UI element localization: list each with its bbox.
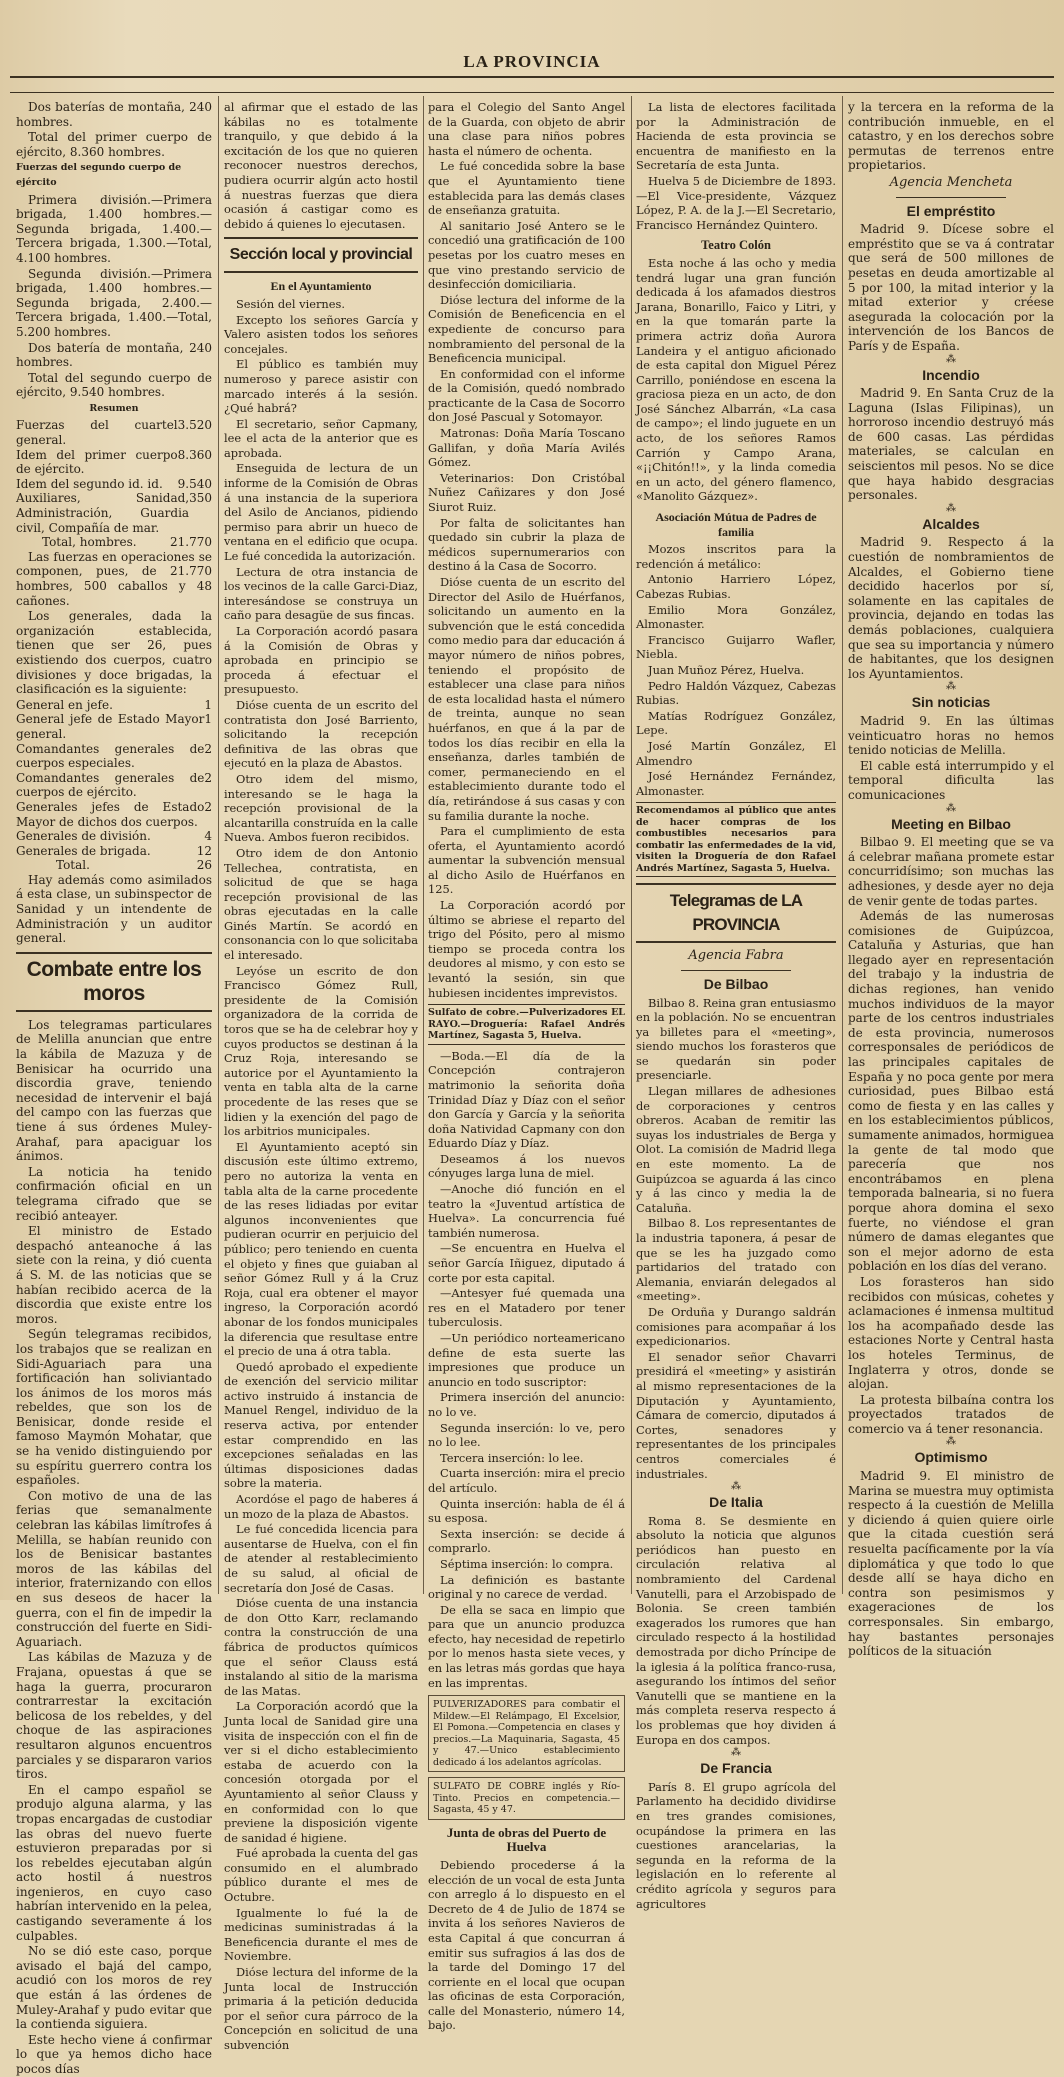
paragraph: Otro idem de don Antonio Tellechea, contratista, en solicitud de que se haga recepción provisional de las obras ejecutadas en la calle Ginés Martín. Se acordó en consonancia con lo que solicitaba el interesado. bbox=[224, 845, 418, 963]
paragraph: Quedó aprobado el expediente de exención del servicio militar activo instruido á instancia de Manuel Rengel, individuo de la reserva activa, por entender estar comprendido en las excepciones señaladas en las últimas disposiciones dadas sobre la materia. bbox=[224, 1359, 418, 1491]
column-1 bbox=[16, 100, 212, 2076]
paragraph: Esta noche á las ocho y media tendrá lugar una gran función dedicada á los afamados diestros Jarana, Bonarillo, Faico y Litri, y en la que tomarán parte la primera actriz doña Aurora Landeira y el antiguo aficionado de esta capital don Miguel Pérez Carrillo, poniéndose en escena la graciosa pieza en un acto, de don José Sánchez Albarrán, «La casa de campo»; el lindo juguete en un acto, de los señores Ramos Carrión y Campo Arana, «¡¡Chitón!!», y la linda comedia en un acto, del género flamenco, «Manolito Gázquez». bbox=[636, 255, 836, 504]
column-5 bbox=[848, 100, 1054, 1659]
paragraph: Madrid 9. En las últimas veinticuatro horas no hemos tenido noticias de Melilla. bbox=[848, 713, 1054, 758]
generals-row: Generales de división. 4 bbox=[16, 829, 212, 844]
paragraph: Madrid 9. Respecto á la cuestión de nombramientos de Alcaldes, el Gobierno tiene decidido hacerlos por sí, solamente en las capitales de provincia, dejando en todas las demás poblaciones, cualquiera que sea su importancia y número de habitantes, que los designen los Ayuntamientos. bbox=[848, 535, 1054, 681]
paragraph: Dos batería de montaña, 240 hombres. bbox=[16, 340, 212, 370]
paragraph: Dióse cuenta de un escrito del contratista don José Barriento, solicitando la recepción definitiva de las obras que ejecutó en la plaza de Abastos. bbox=[224, 697, 418, 771]
paragraph: Mozos inscritos para la redención á metálico: bbox=[636, 542, 836, 571]
agency-name: Agencia Mencheta bbox=[889, 174, 1013, 190]
generals-row: General jefe de Estado Mayor general. 1 bbox=[16, 712, 212, 741]
paragraph: La lista de electores facilitada por la Administración de Hacienda de esta provincia se encuentra de manifiesto en la Secretaría de esta Junta. bbox=[636, 100, 836, 173]
ornament: ⁂ bbox=[731, 1747, 741, 1759]
ornament: ⁂ bbox=[946, 353, 956, 365]
generals-row: Comandantes generales de cuerpos especiales. 2 bbox=[16, 741, 212, 771]
paragraph: Igualmente lo fué la de medicinas suministradas á la Beneficencia durante el mes de Noviembre. bbox=[224, 1905, 418, 1964]
paragraph: El Ayuntamiento aceptó sin discusión este último extremo, pero no autoriza la venta en tabla alta de la carne procedente de las reses lidiadas por evitar algunos inconvenientes que pudieran ocurrir en perjuicio del público; pero teniendo en cuenta el objeto y fines que guiaban al señor Gómez Rull y á la Cruz Roja, cual era obtener el mayor ingreso, la Corporación acordó abonar de los fondos municipales la diferencia que resultase entre el precio de una á otra tabla. bbox=[224, 1139, 418, 1359]
paragraph: De Orduña y Durango saldrán comisiones para acompañar á los expedicionarios. bbox=[636, 1304, 836, 1349]
list-item: Francisco Guijarro Wafler, Niebla. bbox=[636, 632, 836, 662]
paragraph: Le fué concedida licencia para ausentarse de Huelva, con el fin de atender al restablecimiento de su salud, al oficial de secretaría don José de Casas. bbox=[224, 1522, 418, 1595]
paragraph: El público es también muy numeroso y parece asistir con marcado interés á la sesión. ¿Qué habrá? bbox=[224, 357, 418, 416]
paragraph: Primera división.—Primera brigada, 1.400 hombres.—Segunda brigada, 1.400.—Tercera brigada, 1.300.—Total, 4.100 hombres. bbox=[16, 192, 212, 265]
paragraph: Total del segundo cuerpo de ejército, 9.540 hombres. bbox=[16, 370, 212, 400]
subheading: Meeting en Bilbao bbox=[891, 815, 1011, 832]
paragraph: —Antesyer fué quemada una res en el Matadero por tener tuberculosis. bbox=[428, 1286, 625, 1330]
generals-row: Generales jefes de Estado Mayor de dichos dos cuerpos. 2 bbox=[16, 799, 212, 829]
paragraph: Sexta inserción: se decide á comprarlo. bbox=[428, 1526, 625, 1556]
paragraph: El senador señor Chavarri presidirá el «meeting» y asistirán al mismo representaciones de la Diputación y Ayuntamiento, Cámara de comercio, diputados á Cortes, senadores y representantes de los principales centros comerciales é industriales. bbox=[636, 1349, 836, 1481]
paragraph: La protesta bilbaína contra los proyectados tratados de comercio va á tener resonancia. bbox=[848, 1392, 1054, 1436]
masthead-rule-bottom bbox=[10, 92, 1054, 93]
paragraph: Primera inserción del anuncio: no lo ve. bbox=[428, 1390, 625, 1419]
paragraph: y la tercera en la reforma de la contribución inmueble, en el catastro, y en los derechos sobre permutas de terrenos entre propietarios. bbox=[848, 100, 1054, 173]
divider bbox=[681, 970, 791, 971]
divider bbox=[896, 197, 1006, 198]
summary-row: Auxiliares, Sanidad, Administración, Guardia civil, Compañía de mar. 350 bbox=[16, 491, 212, 535]
paragraph: Fué aprobada la cuenta del gas consumido en el alumbrado público durante el mes de Octubre. bbox=[224, 1846, 418, 1905]
paragraph: Huelva 5 de Diciembre de 1893.—El Vice-presidente, Vázquez López, P. A. de la J.—El Secretario, Francisco Hernández Quintero. bbox=[636, 173, 836, 232]
paragraph: Por falta de solicitantes han quedado sin cubrir la plaza de médicos supernumerarios con destino á la Casa de Socorro. bbox=[428, 515, 625, 574]
subheading: De Italia bbox=[709, 1494, 763, 1511]
paragraph: Tercera inserción: lo lee. bbox=[440, 1450, 584, 1465]
paragraph: Dióse lectura del informe de la Junta local de Instrucción primaria á la petición deducida por el señor cura párroco de la Concepción en solicitud de una subvención bbox=[224, 1965, 418, 2052]
column-4 bbox=[636, 100, 836, 1911]
paragraph: —Anoche dió función en el teatro la «Juventud artística de Huelva». La concurrencia fué también numerosa. bbox=[428, 1182, 625, 1240]
list-item: Pedro Haldón Vázquez, Cabezas Rubias. bbox=[636, 678, 836, 708]
paragraph: Segunda inserción: lo ve, pero no lo lee. bbox=[428, 1420, 625, 1450]
subheading: Teatro Colón bbox=[701, 238, 771, 253]
paragraph: En el campo español se produjo alguna alarma, y las tropas encargadas de custodiar las obras del nuevo fuerte estuvieron preparadas por si los rebeldes ejecutaban algún acto hostil á nuestros ingenieros, en cuyo caso habrían intervenido en la pelea, castigando severamente á los culpables. bbox=[16, 1782, 212, 1943]
advertisement: Sulfato de cobre.—Pulverizadores EL RAYO.—Droguería: Rafael Andrés Martínez, Sagasta 5, Huelva. bbox=[428, 1004, 625, 1045]
paragraph: Este hecho viene á confirmar lo que ya hemos dicho hace pocos días bbox=[16, 2032, 212, 2076]
paragraph: Le fué concedida sobre la base que el Ayuntamiento tiene establecida para las demás clases de enseñanza gratuita. bbox=[428, 159, 625, 218]
generals-row: General en jefe. 1 bbox=[16, 697, 212, 712]
paragraph: Los telegramas particulares de Melilla anuncian que entre la kábila de Mazuza y de Benisicar ha ocurrido una discordia grave, teniendo necesidad de intervenir el bajá del campo con las fuerzas que tiene á sus órdenes Muley-Arahaf, para apaciguar los ánimos. bbox=[16, 1017, 212, 1164]
subheading: Fuerzas del segundo cuerpo de ejército bbox=[16, 162, 182, 188]
paragraph: La Corporación acordó que la Junta local de Sanidad gire una visita de inspección con el fin de ver si el dicho establecimiento estaba de acuerdo con la concesión otorgada por el Ayuntamiento al señor Clauss y en conformidad con lo que previene la disposición vigente de sanidad é higiene. bbox=[224, 1699, 418, 1845]
paragraph: La Corporación acordó pasara á la Comisión de Obras y aprobada en principio se proceda á efectuar el presupuesto. bbox=[224, 624, 418, 697]
paragraph: Además de las numerosas comisiones de Guipúzcoa, Cataluña y Asturias, que han llegado ayer en representación del trabajo y la industria de dichas regiones, han venido muchos individuos de la mayor parte de los centros industriales de esta provincia, numerosos corresponsales de periódicos de las principales capitales de España y no poca gente por mera curiosidad, pues Bilbao está como de fiesta y en las calles y en los establecimientos públicos, sumamente animados, hormiguea la gente de tal modo que parecería que nos encontrábamos en plena temporada balnearia, si no fuera porque ahora domina el sexo fuerte, no viéndose el gran número de damas elegantes que son el mejor adorno de esta población en los días del verano. bbox=[848, 909, 1054, 1274]
advertisement: Recomendamos al público que antes de hacer compras de los combustibles necesarios para combatir las enfermedades de la vid, visiten la Droguería de don Rafael Andrés Martínez, Sagasta 5, Huelva. bbox=[636, 802, 836, 877]
paragraph: La Corporación acordó por último se abriese el reparto del trigo del Pósito, pero al mismo tiempo se proceda contra los deudores al mismo, y con esto se levantó la sesión, sin que hubiesen incidentes imprevistos. bbox=[428, 898, 625, 1000]
paragraph: Roma 8. Se desmiente en absoluto la noticia que algunos periódicos han puesto en circulación relativa al nombramiento del Cardenal Vanutelli, para el Arzobispado de Bolonia. Se creen también exagerados los rumores que han circulado respecto á la hostilidad demostrada por dicho Príncipe de la iglesia á la política franco-rusa, asegurando los íntimos del señor Vanutelli que se mantiene en la más completa reserva respecto á los problemas que hoy dividen á Europa en dos campos. bbox=[636, 1513, 836, 1747]
paragraph: No se dió este caso, porque avisado el bajá del campo, acudió con los moros de rey que están á las órdenes de Muley-Arahaf y pudo evitar que la contienda siguiera. bbox=[16, 1944, 212, 2032]
column-divider bbox=[218, 96, 219, 1594]
ornament: ⁂ bbox=[946, 1436, 956, 1448]
list-item: José Hernández Fernández, Almonaster. bbox=[636, 769, 836, 798]
generals-total-row: Total. 26 bbox=[56, 858, 212, 873]
paragraph: Cuarta inserción: mira el precio del artículo. bbox=[428, 1466, 625, 1495]
subheading: Optimismo bbox=[914, 1449, 988, 1466]
paragraph: De ella se saca en limpio que para que un anuncio produzca efecto, hay necesidad de repetirlo por lo menos hasta siete veces, y en las letras más gordas que haya en las imprentas. bbox=[428, 1602, 625, 1690]
paragraph: Lectura de otra instancia de los vecinos de la calle Garci-Diaz, interesándose se construya un caño para desagüe de sus fincas. bbox=[224, 564, 418, 623]
summary-row: Idem del primer cuerpo de ejército. 8.360 bbox=[16, 447, 212, 477]
paragraph: Deseamos á los nuevos cónyuges larga luna de miel. bbox=[428, 1151, 625, 1181]
paragraph: —Se encuentra en Huelva el señor García Iñiguez, diputado á corte por esta capital. bbox=[428, 1241, 625, 1285]
paragraph: París 8. El grupo agrícola del Parlamento ha decidido dividirse en tres grandes comisiones, ocupándose la primera en las cuestiones arancelarias, la segunda en la reforma de la legislación en lo referente al crédito agrícola y seguros para agricultores bbox=[636, 1779, 836, 1911]
paragraph: Veterinarios: Don Cristóbal Nuñez Cañizares y don José Siurot Ruiz. bbox=[428, 470, 625, 515]
paragraph: Debiendo procederse á la elección de un vocal de esta Junta con arreglo á lo dispuesto en el Decreto de 4 de Julio de 1874 se invita á los señores Navieros de esta Capital á que concurran á emitir sus sufragios á las dos de la tarde del Domingo 17 del corriente en el local que ocupan las oficinas de esta Corporación, calle del Monasterio, número 14, bajo. bbox=[428, 1857, 625, 2033]
paragraph: Leyóse un escrito de don Francisco Gómez Rull, presidente de la Comisión organizadora de la corrida de toros que se ha de celebrar hoy y cuyos productos se destinan á la Cruz Roja, interesando se autorice por el Ayuntamiento la venta en tabla alta de la carne procedente de las reses que se lidien y la exención del pago de los arbitrios municipales. bbox=[224, 963, 418, 1139]
paragraph: Sesión del viernes. bbox=[236, 296, 345, 311]
list-item: José Martín González, El Almendro bbox=[636, 738, 836, 768]
column-2 bbox=[224, 100, 418, 2052]
paragraph: —Boda.—El día de la Concepción contrajeron matrimonio la señorita doña Trinidad Díaz y Díaz con el señor don García y García y la señorita doña Natividad Capmany con don Eduardo Díaz y Díaz. bbox=[428, 1048, 625, 1151]
subheading: Sin noticias bbox=[911, 694, 991, 711]
paragraph: Según telegramas recibidos, los trabajos que se realizan en Sidi-Aguariach para una fortificación han soliviantado los ánimos de los moros más rebeldes, que son los de Benisicar, donde reside el famoso Maymón Mohatar, que se ha venido distinguiendo por su espíritu guerrero contra los españoles. bbox=[16, 1327, 212, 1488]
paragraph: Enseguida de lectura de un informe de la Comisión de Obras á una instancia de la superiora del Asilo de Ancianos, pidiendo permiso para abrir un hueco de ventana en el edificio que ocupa. Le fué concedida la autorización. bbox=[224, 461, 418, 564]
paragraph: Dos baterías de montaña, 240 hombres. bbox=[16, 100, 212, 129]
summary-row: Fuerzas del cuartel general. 3.520 bbox=[16, 418, 212, 448]
paragraph: Otro idem del mismo, interesando se le haga la recepción provisional de la alcantarilla construída en la calle Nueva. Ambos fueron recibidos. bbox=[224, 771, 418, 845]
subheading: El empréstito bbox=[906, 202, 996, 219]
advertisement: SULFATO DE COBRE inglés y Río-Tinto. Precios en competencia.—Sagasta, 45 y 47. bbox=[428, 1777, 625, 1820]
ornament: ⁂ bbox=[731, 1481, 741, 1493]
masthead-rule-top bbox=[10, 76, 1054, 78]
paragraph: Bilbao 9. El meeting que se va á celebrar mañana promete estar concurridísimo; son muchas las adhesiones, y desde ayer no deja de venir gente de todas partes. bbox=[848, 835, 1054, 908]
paragraph: Madrid 9. Dícese sobre el empréstito que se va á contratar que será de 500 millones de pesetas en deuda amortizable al 5 por 100, la mitad interior y la mitad exterior y créese asegurada la colocación por la intervención de los Bancos de París y de España. bbox=[848, 222, 1054, 353]
list-item: Emilio Mora González, Almonaster. bbox=[636, 602, 836, 632]
paragraph: Dióse lectura del informe de la Comisión de Beneficencia en el expediente de concurso para nombramiento del personal de la Beneficencia municipal. bbox=[428, 292, 625, 366]
generals-row: Generales de brigada. 12 bbox=[16, 843, 212, 858]
paragraph: Dióse cuenta de una instancia de don Otto Karr, reclamando contra la construcción de una fábrica de productos químicos que el señor Clauss está instalando al sitio de la marisma de las Matas. bbox=[224, 1596, 418, 1698]
paragraph: Acordóse el pago de haberes á un mozo de la plaza de Abastos. bbox=[224, 1492, 418, 1521]
paragraph: El secretario, señor Capmany, lee el acta de la anterior que es aprobada. bbox=[224, 416, 418, 460]
paragraph: En conformidad con el informe de la Comisión, quedó nombrado practicante de la Casa de Socorro don José Pascual y Sotomayor. bbox=[428, 366, 625, 425]
masthead: LA PROVINCIA bbox=[463, 52, 601, 71]
paragraph: Llegan millares de adhesiones de corporaciones y centros obreros. Acaban de remitir las suyas los industriales de Berga y Olot. La comisión de Madrid llega en este momento. La de Guipúzcoa se aguarda á las cinco y á las cinco y media la de Cataluña. bbox=[636, 1084, 836, 1215]
advertisement: PULVERIZADORES para combatir el Mildew.—El Relámpago, El Excelsior, El Pomona.—Competencia en clases y precios.—La Maquinaria, Sagasta, 45 y 47.—Unico establecimiento dedicado á los adelantos agrícolas. bbox=[428, 1695, 625, 1772]
paragraph: Hay además como asimilados á esta clase, un subinspector de Sanidad y un intendente de Administración y un auditor general. bbox=[16, 872, 212, 946]
list-item: Antonio Harriero López, Cabezas Rubias. bbox=[636, 572, 836, 601]
article-headline: Combate entre los moros bbox=[16, 952, 212, 1012]
section-headline: Telegramas de LA PROVINCIA bbox=[636, 883, 836, 943]
subheading: Incendio bbox=[922, 366, 980, 383]
paragraph: Segunda división.—Primera brigada, 1.400 hombres.—Segunda brigada, 2.400.—Tercera brigada, 1.400.—Total, 5.200 hombres. bbox=[16, 266, 212, 339]
paragraph: Con motivo de una de las ferias que semanalmente celebran las kábilas limítrofes á Melilla, se habían reunido con los de Benisicar bastantes moros de las kábilas del interior, fraternizando con ellos en sus deseos de hacer la guerra, con el fin de impedir la construcción del fuerte en Sidi-Aguariach. bbox=[16, 1488, 212, 1649]
paragraph: Quinta inserción: habla de él á su esposa. bbox=[428, 1496, 625, 1526]
ornament: ⁂ bbox=[946, 681, 956, 693]
list-item: Matías Rodríguez González, Lepe. bbox=[636, 708, 836, 738]
paragraph: La definición es bastante original y no carece de verdad. bbox=[428, 1572, 625, 1602]
paragraph: Para el cumplimiento de esta oferta, el Ayuntamiento acordó aumentar la subvención mensual al dicho Asilo de Huérfanos en 125. bbox=[428, 824, 625, 897]
subheading: Junta de obras del Puerto de Huelva bbox=[446, 1824, 607, 1855]
subheading: Alcaldes bbox=[922, 515, 980, 532]
paragraph: Las fuerzas en operaciones se componen, pues, de 21.770 hombres, 500 caballos y 48 cañones. bbox=[16, 549, 212, 608]
paragraph: al afirmar que el estado de las kábilas no es totalmente tranquilo, y que debido á la excitación de los que no quieren reconocer nuestros derechos, pudiera ocurrir algún acto hostil á nuestras fuerzas que diera ocasión á castigar como es debido á quienes lo ejecutasen. bbox=[224, 100, 418, 231]
paragraph: —Un periódico norteamericano define de esta suerte las impresiones que produce un anuncio en todo suscriptor: bbox=[428, 1331, 625, 1389]
paragraph: La noticia ha tenido confirmación oficial en un telegrama cifrado que se recibió anteayer. bbox=[16, 1164, 212, 1223]
subheading: De Bilbao bbox=[703, 975, 769, 992]
paragraph: Excepto los señores García y Valero asisten todos los señores concejales. bbox=[224, 312, 418, 356]
column-divider bbox=[842, 96, 843, 1594]
paragraph: Séptima inserción: lo compra. bbox=[440, 1556, 614, 1571]
column-divider bbox=[631, 96, 632, 1594]
subheading: Resumen bbox=[89, 402, 139, 414]
paragraph: Bilbao 8. Los representantes de la industria taponera, á pesar de que se les ha juzgado como partidarios del tratado con Alemania, enviarán delegados al «meeting». bbox=[636, 1216, 836, 1304]
paragraph: Total del primer cuerpo de ejército, 8.360 hombres. bbox=[16, 130, 212, 159]
summary-row: Idem del segundo id. id. 9.540 bbox=[16, 476, 212, 491]
column-divider bbox=[423, 96, 424, 1594]
paragraph: Matronas: Doña María Toscano Gallifan, y doña María Avilés Gómez. bbox=[428, 426, 625, 470]
section-headline: Sección local y provincial bbox=[224, 237, 418, 273]
paragraph: El cable está interrumpido y el temporal dificulta las comunicaciones bbox=[848, 758, 1054, 802]
paragraph: El ministro de Estado despachó anteanoche á las siete con la reina, y dió cuenta á S. M. de las noticias que se habían recibido acerca de la discordia que existe entre los moros. bbox=[16, 1224, 212, 1326]
paragraph: Los forasteros han sido recibidos con músicas, cohetes y aclamaciones é inmensa multitud los ha acompañado desde las estaciones Norte y Central hasta los hoteles Terminus, de Inglaterra y otros, donde se alojan. bbox=[848, 1274, 1054, 1392]
paragraph: Las kábilas de Mazuza y de Frajana, opuestas á que se haga la guerra, procuraron contrarrestar la excitación belicosa de los rebeldes, y del choque de las aspiraciones resultaron algunos encuentros parciales y se dispararon varios tiros. bbox=[16, 1650, 212, 1782]
ornament: ⁂ bbox=[946, 502, 956, 514]
paragraph: Los generales, dada la organización establecida, tienen que ser 26, pues existiendo dos cuerpos, cuatro divisiones y doce brigadas, la clasificación es la siguiente: bbox=[16, 609, 212, 697]
agency-name: Agencia Fabra bbox=[688, 948, 784, 964]
subheading: En el Ayuntamiento bbox=[270, 279, 372, 294]
paragraph: Dióse cuenta de un escrito del Director del Asilo de Huérfanos, solicitando un aumento en la subvención que le está concedida como medio para dar educación á mayor número de niños pobres, teniendo el propósito de establecer una clase para niños de esta localidad hasta el número de treinta, aunque no sean huérfanos, en que á la par de todos los días recibir en ella la enseñanza, darles también de comer, permaneciendo en el establecimiento durante todo el día, retirándose á sus casas y con su familia durante la noche. bbox=[428, 575, 625, 823]
paragraph: Madrid 9. El ministro de Marina se muestra muy optimista respecto á la cuestión de Melilla y diciendo á quien quiere oirle que la citada cuestión será resuelta pacíficamente por la vía diplomática y que todo lo que desde allí se haya dicho en contra son pesimismos y exageraciones de los corresponsales. Sin embargo, hay bastantes personajes políticos de la situación bbox=[848, 1469, 1054, 1659]
paragraph: Madrid 9. En Santa Cruz de la Laguna (Islas Filipinas), un horroroso incendio destruyó más de 600 casas. Las pérdidas materiales, se calculan en seiscientos mil pesos. No se dice que haya habido desgracias personales. bbox=[848, 386, 1054, 503]
generals-row: Comandantes generales de cuerpos de ejército. 2 bbox=[16, 770, 212, 800]
ornament: ⁂ bbox=[946, 802, 956, 814]
subheading: De Francia bbox=[700, 1760, 772, 1777]
list-item: Juan Muñoz Pérez, Huelva. bbox=[648, 662, 805, 677]
summary-total-row: Total, hombres. 21.770 bbox=[42, 535, 212, 550]
paragraph: Al sanitario José Antero se le concedió una gratificación de 100 pesetas por los cuatro meses en que vino prestando servicio de desinfección domiciliaria. bbox=[428, 218, 625, 292]
paragraph: para el Colegio del Santo Angel de la Guarda, con objeto de abrir una clase para niños pobres hasta el número de ochenta. bbox=[428, 100, 625, 158]
subheading: Asociación Mútua de Padres de familia bbox=[655, 510, 817, 539]
column-3 bbox=[428, 100, 625, 2033]
paragraph: Bilbao 8. Reina gran entusiasmo en la población. No se encuentran ya billetes para el «meeting», siendo muchos los forasteros que se quedarán sin poder presenciarle. bbox=[636, 995, 836, 1083]
